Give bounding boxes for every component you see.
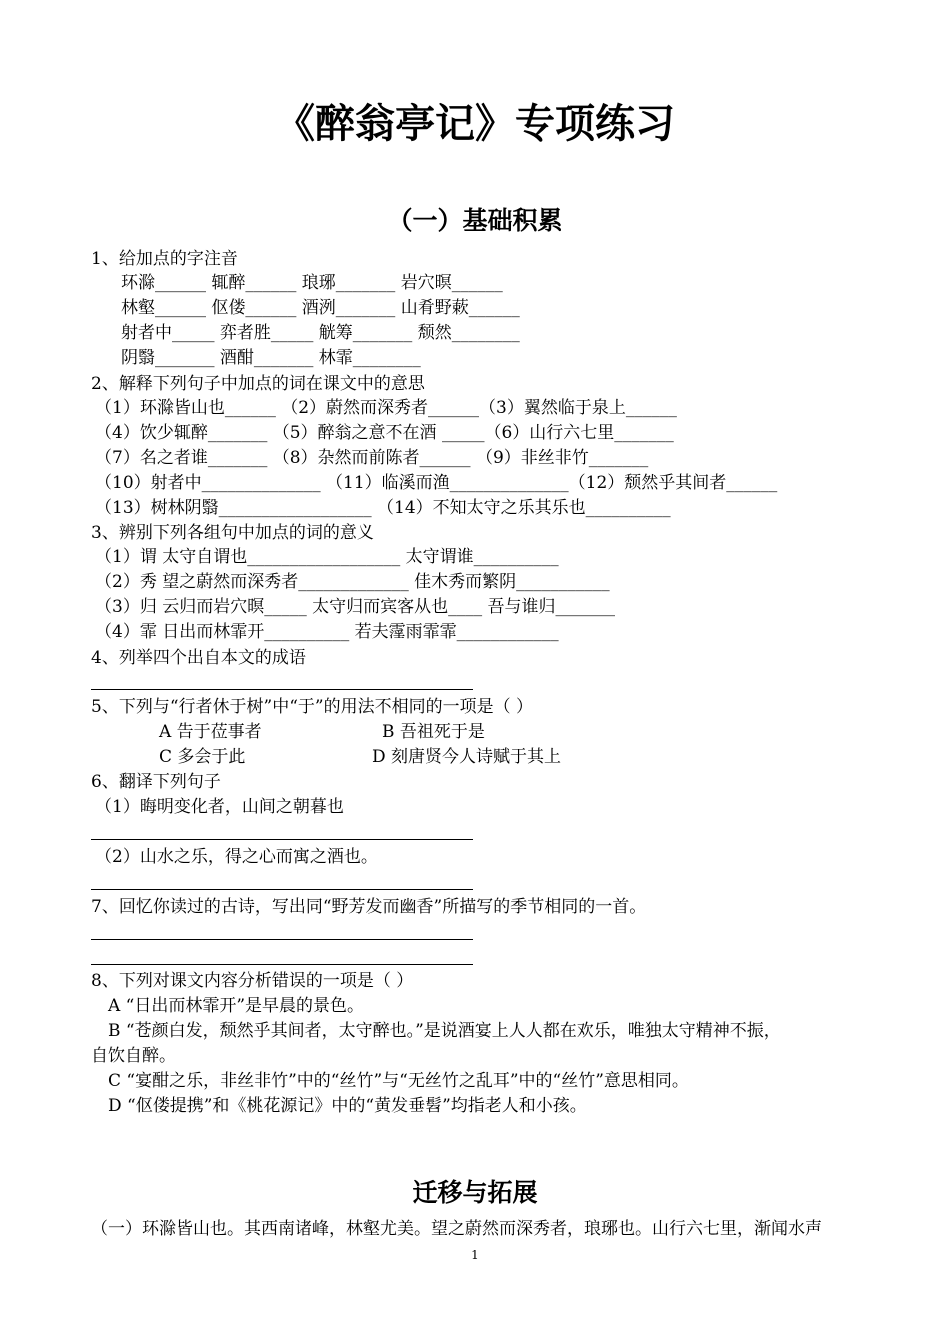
q2-heading: 2、解释下列句子中加点的词在课文中的意思	[91, 374, 425, 394]
q8-option-a: A “日出而林霏开”是早晨的景色。	[108, 996, 365, 1016]
q5-option-d: D 刻唐贤今人诗赋于其上	[372, 747, 562, 767]
q5-option-c: C 多会于此	[159, 747, 246, 767]
q7-heading: 7、回忆你读过的古诗，写出同“野芳发而幽香”所描写的季节相同的一首。	[91, 897, 647, 917]
q6-sentence-2: （2）山水之乐，得之心而寓之酒也。	[95, 847, 378, 867]
q3-heading: 3、辨别下列各组句中加点的词的意义	[91, 523, 374, 543]
q6-sentence-1: （1）晦明变化者，山间之朝暮也	[95, 797, 344, 817]
q1-heading: 1、给加点的字注音	[91, 249, 238, 269]
answer-line	[91, 964, 473, 965]
q2-row: （13）树林阴翳__________________ （14）不知太守之乐其乐也__________	[95, 498, 671, 518]
page-title: 《醉翁亭记》专项练习	[275, 101, 675, 147]
q3-row: （3）归 云归而岩穴暝_____ 太守归而宾客从也____ 吾与谁归_______	[95, 597, 616, 617]
q2-row: （10）射者中______________ （11）临溪而渔______________（12）颓然乎其间者______	[95, 473, 778, 493]
answer-line	[91, 939, 473, 940]
q5-option-b: B 吾祖死于是	[382, 722, 485, 742]
q8-option-c: C “宴酣之乐，非丝非竹”中的“丝竹”与“无丝竹之乱耳”中的“丝竹”意思相同。	[108, 1071, 689, 1091]
q6-heading: 6、翻译下列句子	[91, 772, 221, 792]
page-number: 1	[471, 1248, 479, 1262]
q5-option-a: A 告于莅事者	[159, 722, 262, 742]
reading-passage: （一）环滁皆山也。其西南诸峰，林壑尤美。望之蔚然而深秀者，琅琊也。山行六七里，渐闻水声	[91, 1219, 822, 1239]
q8-option-b-continued: 自饮自醉。	[91, 1046, 176, 1066]
section-heading-extension: 迁移与拓展	[412, 1178, 538, 1207]
q3-row: （1）谓 太守自谓也__________________ 太守谓谁__________	[95, 547, 559, 567]
q1-row: 阴翳_______ 酒酣_______ 林霏________	[121, 348, 421, 368]
answer-line	[91, 889, 473, 890]
q2-row: （1）环滁皆山也______ （2）蔚然而深秀者______（3）翼然临于泉上______	[95, 398, 677, 418]
q2-row: （4）饮少辄醉_______ （5）醉翁之意不在酒 _____（6）山行六七里_______	[95, 423, 674, 443]
q8-heading: 8、下列对课文内容分析错误的一项是（ ）	[91, 971, 414, 991]
q1-row: 射者中_____ 弈者胜_____ 觥筹_______ 颓然________	[121, 323, 520, 343]
answer-line	[91, 689, 473, 690]
q2-row: （7）名之者谁_______ （8）杂然而前陈者______ （9）非丝非竹_______	[95, 448, 649, 468]
q4-heading: 4、列举四个出自本文的成语	[91, 648, 306, 668]
q1-row: 林壑______ 伛偻______ 酒洌_______ 山肴野蔌______	[121, 298, 520, 318]
q8-option-b: B “苍颜白发，颓然乎其间者，太守醉也。”是说酒宴上人人都在欢乐，唯独太守精神不振，	[108, 1021, 781, 1041]
section-heading-basics: （一）基础积累	[387, 206, 563, 235]
q3-row: （2）秀 望之蔚然而深秀者_____________ 佳木秀而繁阴___________	[95, 572, 610, 592]
q5-heading: 5、下列与“行者休于树”中“于”的用法不相同的一项是（ ）	[91, 697, 533, 717]
q3-row: （4）霏 日出而林霏开__________ 若夫霪雨霏霏____________	[95, 622, 559, 642]
q8-option-d: D “伛偻提携”和《桃花源记》中的“黄发垂髫”均指老人和小孩。	[108, 1096, 587, 1116]
q1-row: 环滁______ 辄醉______ 琅琊_______ 岩穴暝______	[121, 273, 503, 293]
answer-line	[91, 839, 473, 840]
